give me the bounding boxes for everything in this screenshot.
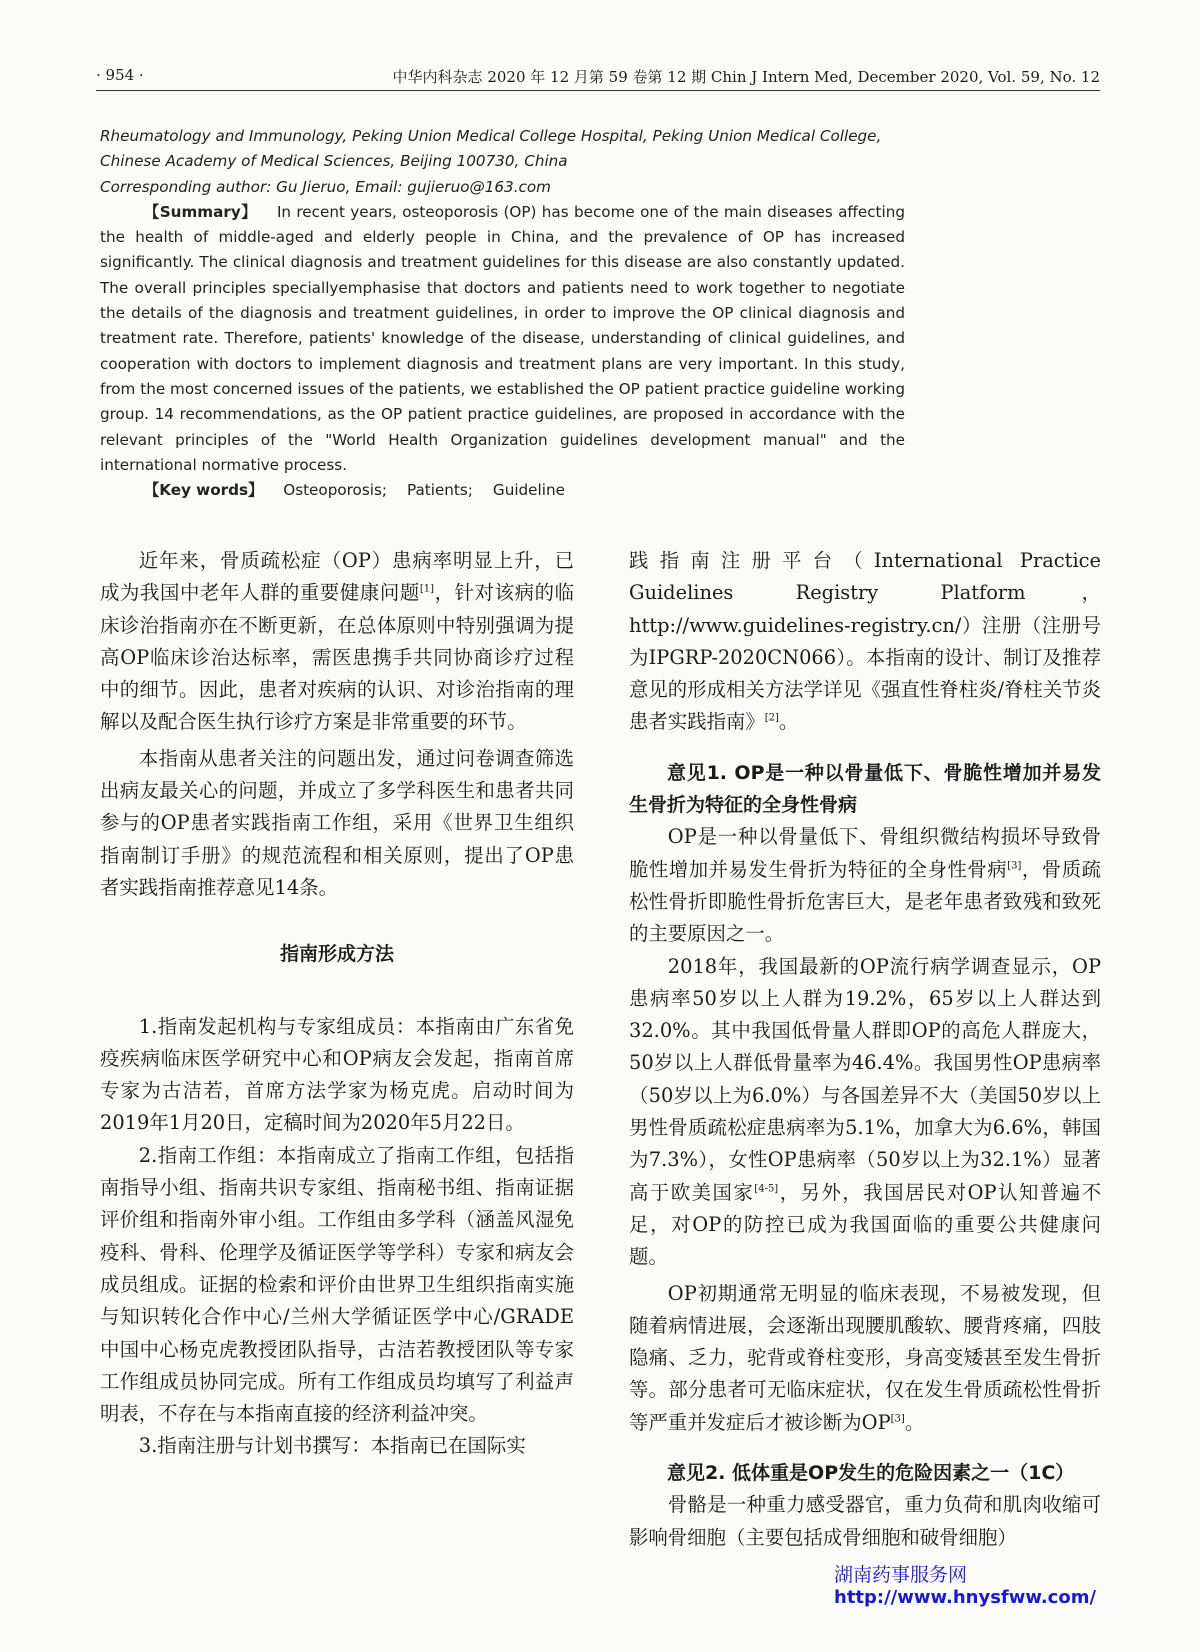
running-header [96,62,1100,91]
rec1-paragraph-2: 2018年，我国最新的OP流行病学调查显示，OP患病率50岁以上人群为19.2%，65岁以上人群达到32.0%。其中我国低骨量人群即OP的高危人群庞大，50岁以上人群低骨量率为46.4%。我国男性OP患病率（50岁以上为6.0%）与各国差异不大（美国50岁以上男性骨质疏松症患病率为5.1%，加拿大为6.6%，韩国为7.3%），女性OP患病率（50岁以上为32.1%）显著高于欧美国家[4-5]，另外，我国居民对OP认知普遍不足，对OP的防控已成为我国面临的重要公共健康问题。 [629,954,1101,1269]
watermark-site-name: 湖南药事服务网 [834,1564,968,1586]
citation-ref[interactable]: [4-5] [754,1183,779,1195]
watermark [834,1560,1114,1608]
corresponding-author: Corresponding author: Gu Jieruo, Email: gujieruo@163.com [100,177,551,196]
intro-paragraph-2: 本指南从患者关注的问题出发，通过问卷调查筛选出病友最关心的问题，并成立了多学科医生和患者共同参与的OP患者实践指南工作组，采用《世界卫生组织指南制订手册》的规范流程和相关原则，提出了OP患者实践指南推荐意见14条。 [100,746,574,899]
registration-paragraph: 践指南注册平台（International Practice Guidelines Registry Platform，http://www.guidelines-registry.cn/）注册（注册号为IPGRP-2020CN066）。本指南的设计、制订及推荐意见的形成相关方法学详见《强直性脊柱炎/脊柱关节炎患者实践指南》[2]。 [629,549,1101,734]
rec2-paragraph-1: 骨骼是一种重力感受器官，重力负荷和肌肉收缩可影响骨细胞（主要包括成骨细胞和破骨细胞） [629,1493,1101,1549]
keywords-line [100,478,905,503]
rec1-paragraph-3: OP初期通常无明显的临床表现，不易被发现，但随着病情进展，会逐渐出现腰肌酸软、腰背疼痛，四肢隐痛、乏力，驼背或脊柱变形，身高变矮甚至发生骨折等。部分患者可无临床症状，仅在发生骨质疏松性骨折等严重并发症后才被诊断为OP[3]。 [629,1281,1101,1434]
keyword: Guideline [492,481,565,500]
citation-ref[interactable]: [3] [890,1413,905,1425]
citation-ref[interactable]: [1] [419,583,435,595]
recommendation-1-heading: 意见1. OP是一种以骨量低下、骨脆性增加并易发生骨折为特征的全身性骨病 [629,761,1101,817]
rec1-paragraph-1: OP是一种以骨量低下、骨组织微结构损坏导致骨脆性增加并易发生骨折为特征的全身性骨病[3]，骨质疏松性骨折即脆性骨折危害巨大，是老年患者致残和致死的主要原因之一。 [629,825,1102,946]
citation-ref[interactable]: [2] [764,713,779,725]
affiliation-line-2: Chinese Academy of Medical Sciences, Beijing 100730, China [100,152,568,171]
keywords-label: 【Key words】 [144,481,264,500]
affiliation-line-1: Rheumatology and Immunology, Peking Union Medical College Hospital, Peking Union Medical College, [100,127,882,145]
citation-ref[interactable]: [3] [1007,860,1022,872]
summary-text: In recent years, osteoporosis (OP) has become one of the main diseases affecting the health of middle-aged and elderly people in China, and the prevalence of OP has increased significantly. The clinical diagnosis and treatment guidelines for this disease are also constantly updated. The overall principles speciallyemphasise that doctors and patients need to work together to negotiate the details of the diagnosis and treatment guidelines, in order to improve the OP clinical diagnosis and treatment rate. Therefore, patients' knowledge of the disease, understanding of clinical guidelines, and cooperation with doctors to implement diagnosis and treatment plans are very important. In this study, from the most concerned issues of the patients, we established the OP patient practice guideline working group. 14 recommendations, as the OP patient practice guidelines, are proposed in accordance with the relevant principles of the "World Health Organization guidelines development manual" and the international normative process. [100,202,905,474]
method-paragraph-1: 1.指南发起机构与专家组成员：本指南由广东省免疫疾病临床医学研究中心和OP病友会发起，指南首席专家为古洁若，首席方法学家为杨克虎。启动时间为2019年1月20日，定稿时间为2020年5月22日。 [100,1014,574,1135]
watermark-url[interactable]: http://www.hnysfww.com/ [834,1587,1097,1608]
summary-paragraph [100,200,905,478]
keyword: Osteoporosis; [283,481,387,500]
english-abstract [100,124,905,503]
method-paragraph-3: 3.指南注册与计划书撰写：本指南已在国际实 [138,1434,526,1458]
method-paragraph-2: 2.指南工作组：本指南成立了指南工作组，包括指南指导小组、指南共识专家组、指南秘书组、指南证据评价组和指南外审小组。工作组由多学科（涵盖风湿免疫科、骨科、伦理学及循证医学等学科）专家和病友会成员组成。证据的检索和评价由世界卫生组织指南实施与知识转化合作中心/兰州大学循证医学中心/GRADE中国中心杨克虎教授团队指导，古洁若教授团队等专家工作组成员协同完成。所有工作组成员均填写了利益声明表，不存在与本指南直接的经济利益冲突。 [100,1143,574,1426]
recommendation-2-heading: 意见2. 低体重是OP发生的危险因素之一（1C） [667,1462,1075,1485]
right-column [629,545,1101,1554]
section-heading: 指南形成方法 [279,943,394,966]
left-column [100,545,574,1463]
intro-paragraph-1: 近年来，骨质疏松症（OP）患病率明显上升，已成为我国中老年人群的重要健康问题[1]，针对该病的临床诊治指南亦在不断更新，在总体原则中特别强调为提高OP临床诊治达标率，需医患携手共同协商诊疗过程中的细节。因此，患者对疾病的认识、对诊治指南的理解以及配合医生执行诊疗方案是非常重要的环节。 [100,549,575,734]
keyword: Patients; [407,481,473,500]
summary-label: 【Summary】 [144,202,257,221]
page-number: · 954 · [96,66,144,84]
journal-citation: 中华内科杂志 2020 年 12 月第 59 卷第 12 期 Chin J Intern Med, December 2020, Vol. 59, No. 12 [392,68,1100,86]
